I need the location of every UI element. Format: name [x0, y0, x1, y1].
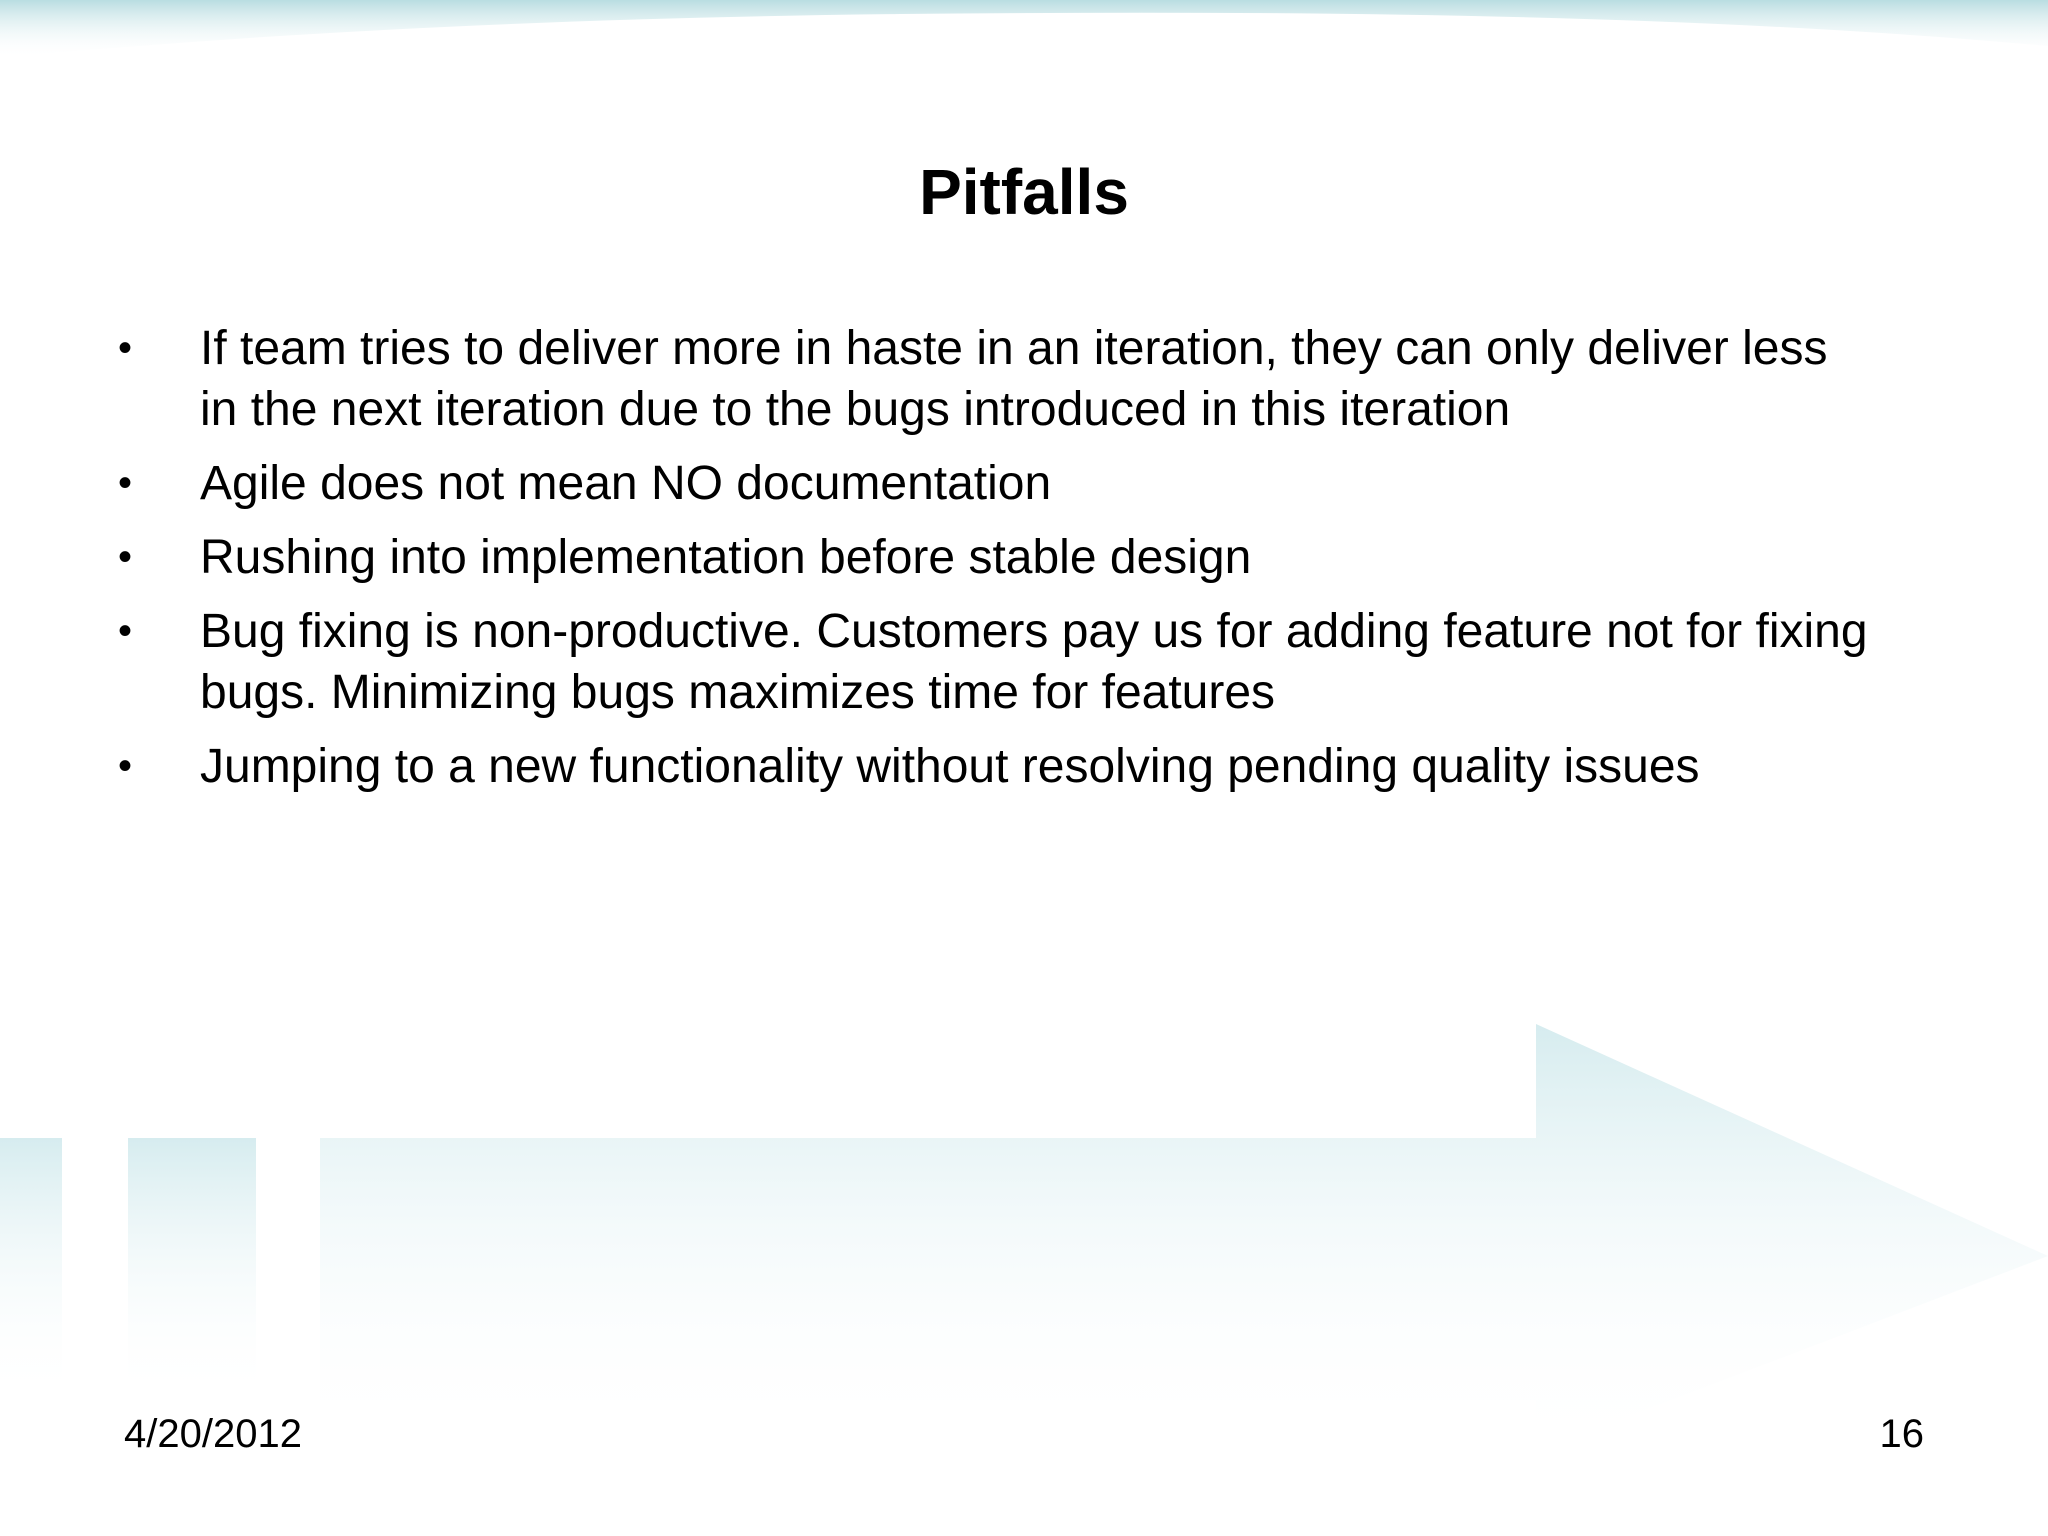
footer-date: 4/20/2012	[124, 1412, 302, 1456]
bullet-dot: •	[118, 461, 133, 505]
bullet-dot: •	[118, 326, 133, 370]
bullet-item	[118, 453, 1878, 514]
bullet-text: Bug fixing is non-productive. Customers pay us for adding feature not for fixing bugs. Minimizing bugs maximizes time for features	[200, 605, 1868, 719]
bullet-text: Jumping to a new functionality without resolving pending quality issues	[200, 740, 1700, 793]
bullet-item	[118, 736, 1878, 797]
footer-page-number: 16	[1879, 1412, 1924, 1456]
bullet-item	[118, 318, 1878, 440]
bullet-text: Rushing into implementation before stable design	[200, 531, 1252, 584]
bullet-text: If team tries to deliver more in haste in an iteration, they can only deliver less in the next iteration due to the bugs introduced in this iteration	[200, 322, 1828, 436]
bottom-arrow-shape	[320, 1024, 2048, 1452]
bullet-dot: •	[118, 744, 133, 788]
bullet-item	[118, 601, 1878, 723]
bullet-list	[118, 318, 1878, 810]
bullet-dot: •	[118, 609, 133, 653]
slide-title: Pitfalls	[919, 156, 1129, 228]
bottom-stripe-2	[128, 1138, 256, 1400]
bullet-text: Agile does not mean NO documentation	[200, 457, 1052, 510]
bullet-dot: •	[118, 535, 133, 579]
top-wave-band	[0, 0, 2048, 58]
bottom-stripe-1	[0, 1138, 62, 1400]
bullet-item	[118, 527, 1878, 588]
